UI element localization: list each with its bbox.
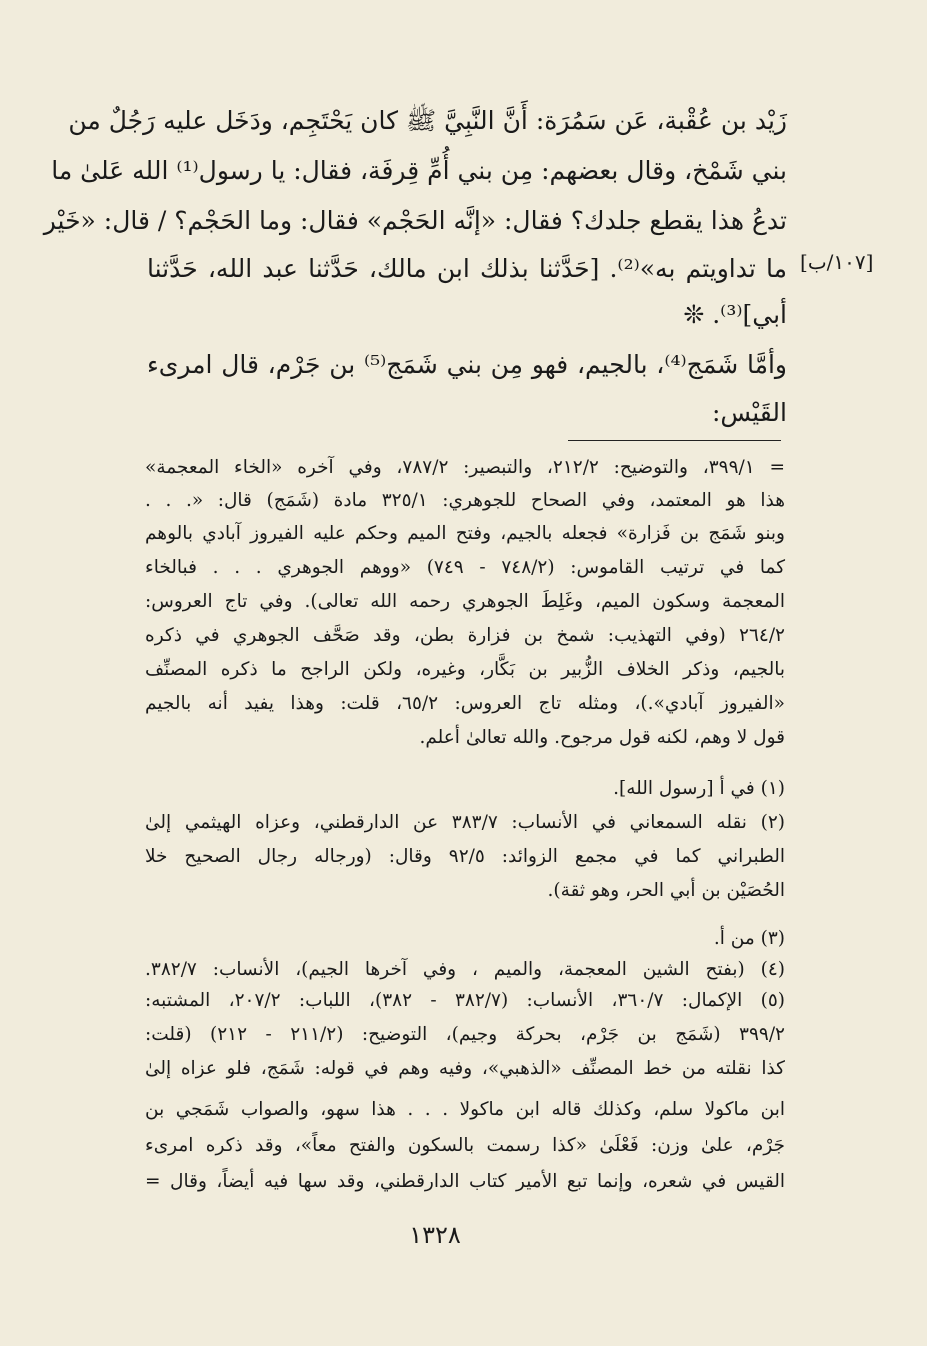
footnote-line: «الفيروز آبادي».)، ومثله تاج العروس: ٦٥/٢، قلت: وهذا يفيد أنه بالجيم bbox=[145, 693, 785, 714]
footnote-line: قول لا وهم، لكنه قول مرجوح. والله تعالىٰ أعلم. bbox=[419, 727, 785, 748]
footnote-line: المعجمة وسكون الميم، وغَلِطَ الجوهري رحمه الله تعالى). وفي تاج العروس: bbox=[145, 591, 785, 612]
main-text-line-6: وأمَّا شَمَج⁽⁴⁾، بالجيم، فهو مِن بني شَمَج⁽⁵⁾ بن جَرْم، قال امرىء bbox=[147, 350, 788, 379]
margin-folio-note: [١٠٧/ب] bbox=[800, 250, 874, 274]
main-text-line-4: ما تداويتم به»⁽²⁾. [حَدَّثنا بذلك ابن مالك، حَدَّثنا عبد الله، حَدَّثنا bbox=[147, 254, 787, 283]
footnote-3: (٣) من أ. bbox=[713, 928, 785, 949]
footnote-1: (١) في أ [رسول الله]. bbox=[613, 778, 785, 799]
page-number: ١٣٢٨ bbox=[409, 1221, 461, 1249]
main-text-line-2: بني شَمْخ، وقال بعضهم: مِن بني أُمِّ قِرفَة، فقال: يا رسول⁽¹⁾ الله عَلىٰ ما bbox=[51, 156, 787, 185]
main-text-line-3: تدعُ هذا يقطع جلدك؟ فقال: «إنَّه الحَجْم» فقال: وما الحَجْم؟ / قال: «خَيْر bbox=[43, 206, 787, 235]
footnote-line: القيس في شعره، وإنما تبع الأمير كتاب الدارقطني، وقد سها فيه أيضاً، وقال = bbox=[145, 1171, 785, 1192]
main-text-line-1: زَيْد بن عُقْبة، عَن سَمُرَة: أَنَّ النَّبِيَّ ﷺ كان يَحْتَجِم، ودَخَل عليه رَجُلٌ من bbox=[68, 106, 787, 135]
footnote-line: جَرْم، علىٰ وزن: فَعْلَىٰ «كذا رسمت بالسكون والفتح معاً»، وقد ذكره امرىء bbox=[145, 1135, 785, 1156]
footnote-line: الطبراني كما في مجمع الزوائد: ٩٢/٥ وقال: (ورجاله رجال الصحيح خلا bbox=[145, 846, 785, 867]
footnote-line: ٣٩٩/٢ (شَمَج بن جَرْم، بحركة وجيم)، التوضيح: (٢١١/٢ - ٢١٢) (قلت: bbox=[145, 1024, 785, 1045]
footnote-2: (٢) نقله السمعاني في الأنساب: ٣٨٣/٧ عن الدارقطني، وعزاه الهيثمي إلىٰ bbox=[145, 812, 785, 833]
footnote-separator bbox=[568, 440, 781, 441]
footnote-line: = ٣٩٩/١، والتوضيح: ٢١٢/٢، والتبصير: ٧٨٧/٢، وفي آخره «الخاء المعجمة» bbox=[145, 457, 785, 478]
footnote-line: هذا هو المعتمد، وفي الصحاح للجوهري: ٣٢٥/١ مادة (شَمَج) قال: «. . . bbox=[145, 490, 785, 511]
footnote-line: وبنو شَمَج بن فَزارة» فجعله بالجيم، وفتح الميم وحكم عليه الفيروز آبادي بالوهم bbox=[145, 523, 785, 544]
footnote-line: كذا نقلته من خط المصنِّف «الذهبي»، وفيه وهم في قوله: شَمَج، فلو عزاه إلىٰ bbox=[145, 1058, 785, 1079]
footnote-5: (٥) الإكمال: ٣٦٠/٧، الأنساب: (٣٨٢/٧ - ٣٨٢)، اللباب: ٢٠٧/٢، المشتبه: bbox=[145, 990, 786, 1011]
footnote-line: ابن ماكولا سلم، وكذلك قاله ابن ماكولا . . . هذا سهو، والصواب شَمَجي بن bbox=[145, 1099, 785, 1120]
main-text-line-7: القَيْس: bbox=[711, 398, 787, 427]
footnote-4: (٤) (بفتح الشين المعجمة، والميم ، وفي آخرها الجيم)، الأنساب: ٣٨٢/٧. bbox=[145, 959, 785, 980]
footnote-line: كما في ترتيب القاموس: (٧٤٨/٢ - ٧٤٩) «ووهم الجوهري . . . فبالخاء bbox=[145, 557, 786, 578]
footnote-line: بالجيم، وذكر الخلاف الزُّبير بن بَكَّار، وغيره، ولكن الراجح ما ذكره المصنِّف bbox=[145, 659, 785, 680]
footnote-line: الحُصَيْن بن أبي الحر، وهو ثقة). bbox=[547, 880, 785, 901]
footnote-line: ٢٦٤/٢ (وفي التهذيب: شمخ بن فزارة بطن، وقد صَحَّف الجوهري في ذكره bbox=[145, 625, 785, 646]
main-text-line-5: أبي]⁽³⁾. ❊ bbox=[683, 300, 787, 329]
